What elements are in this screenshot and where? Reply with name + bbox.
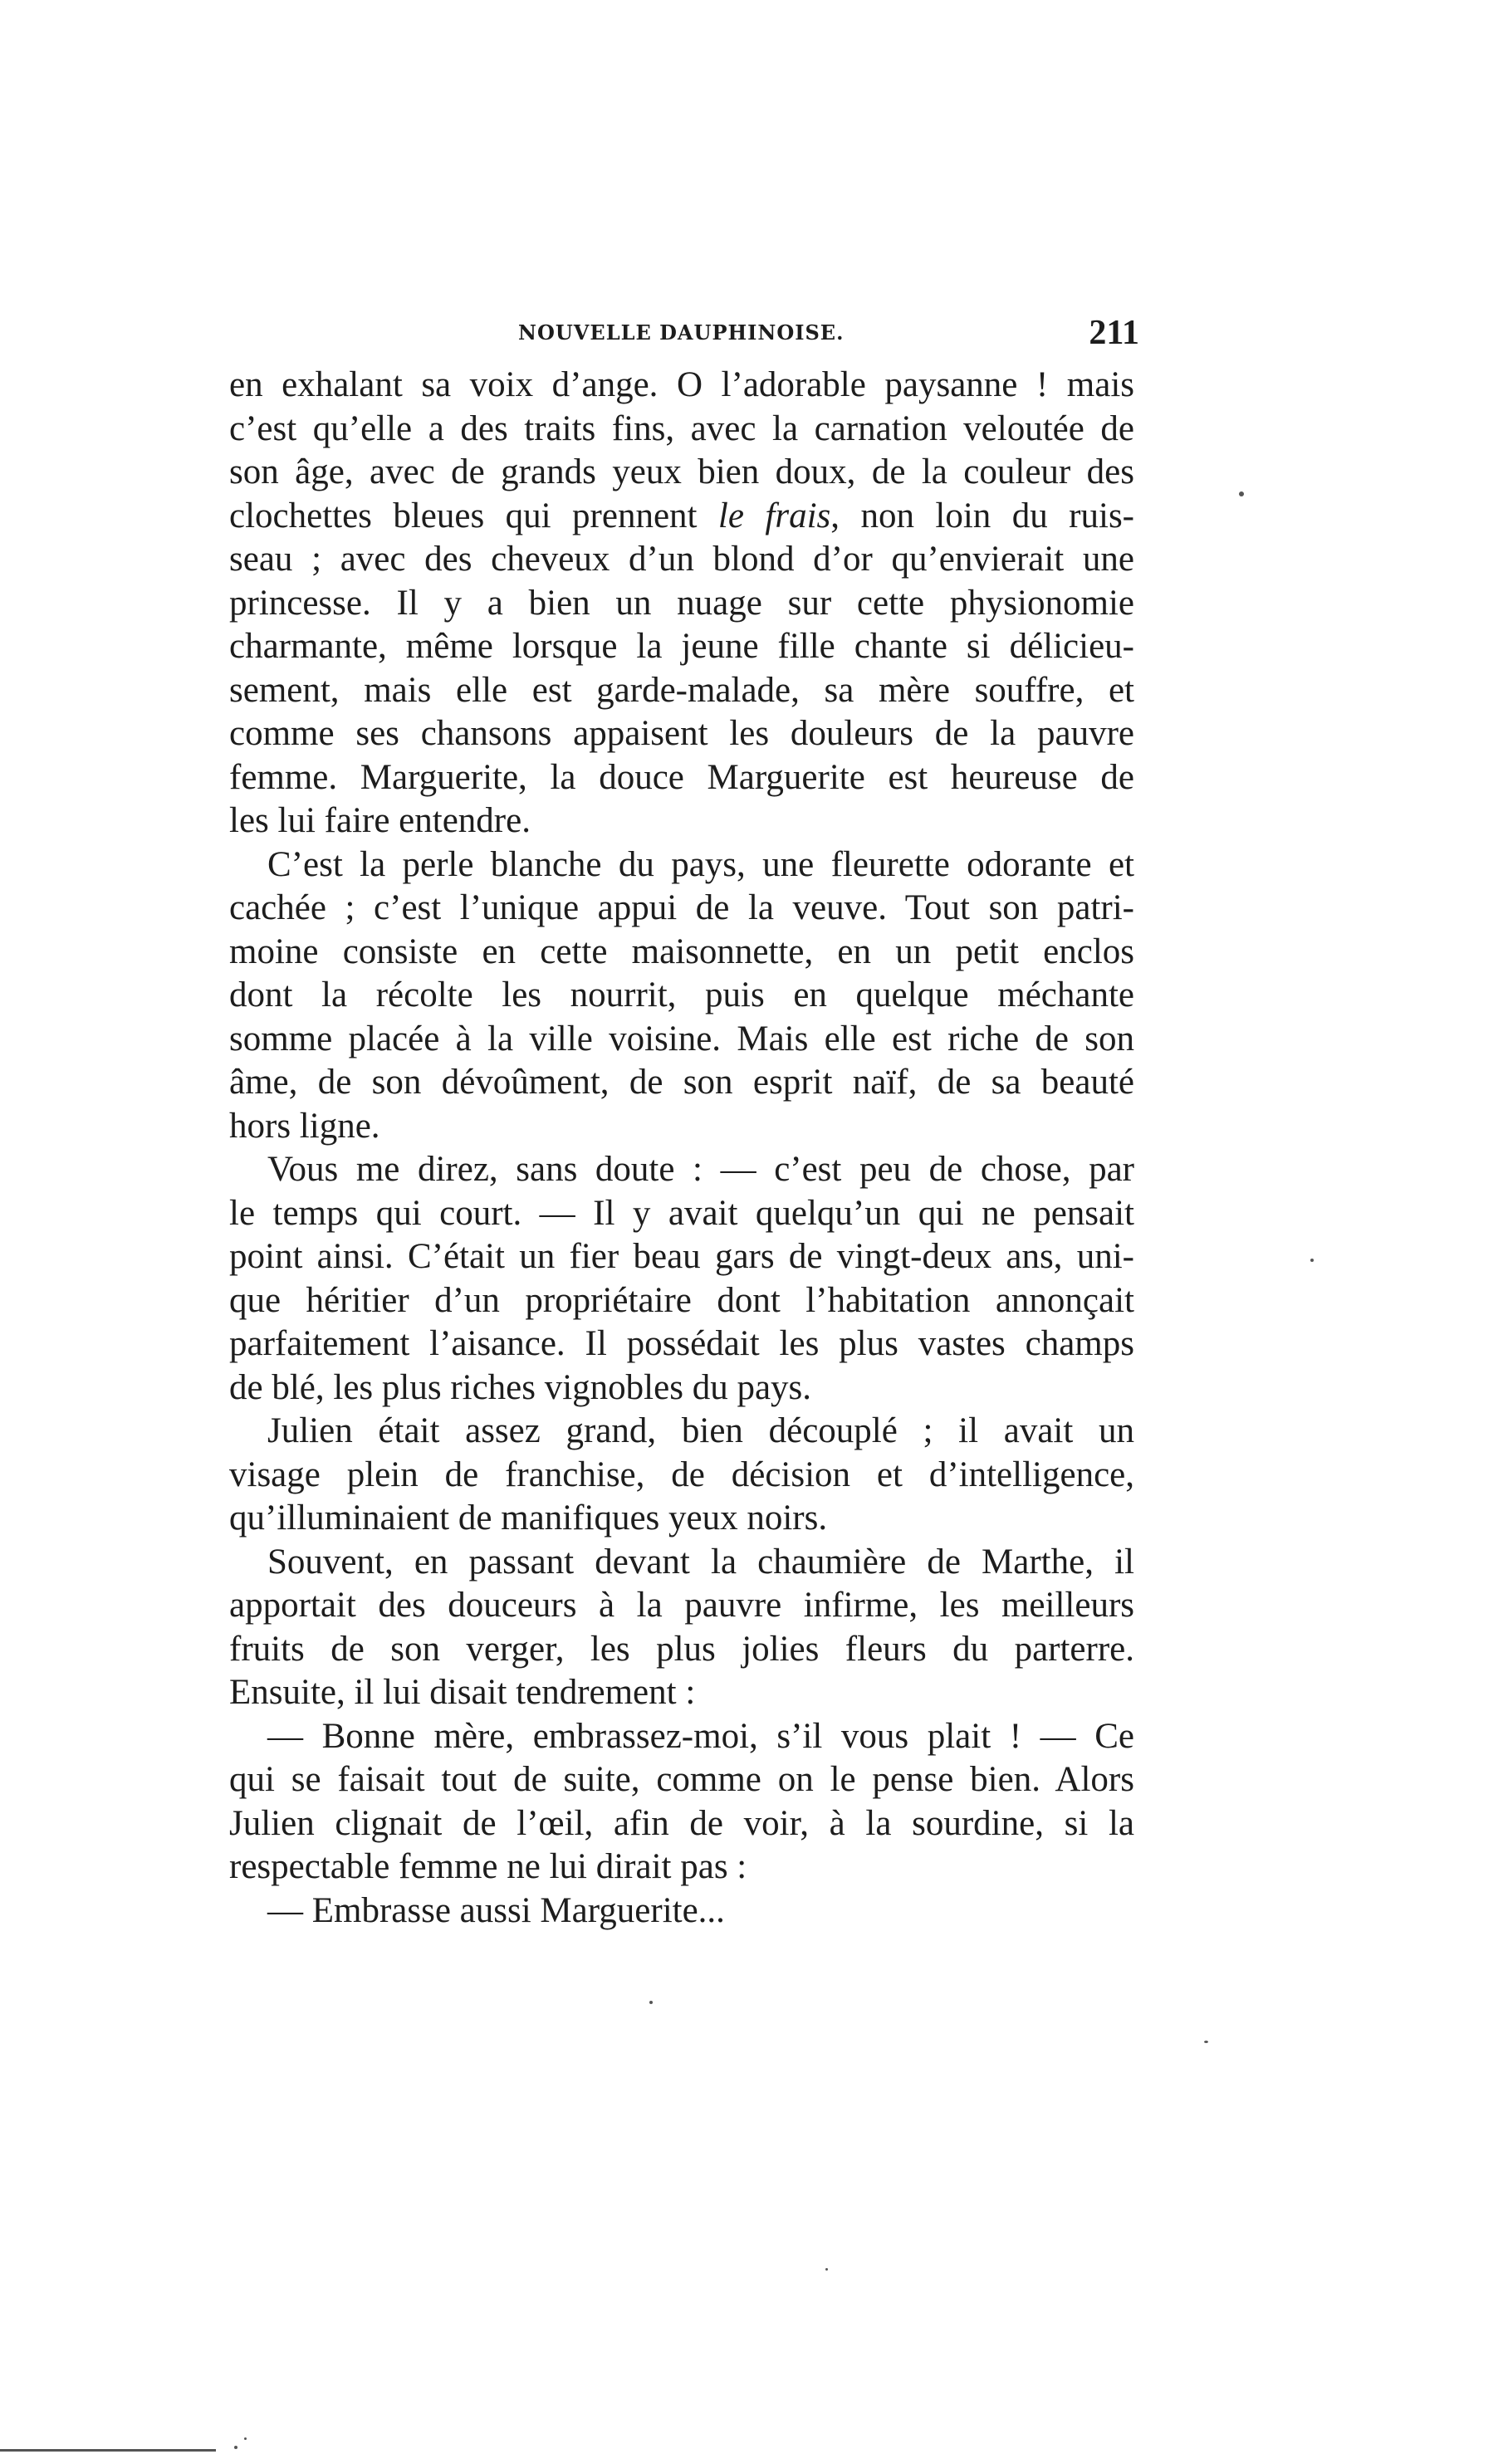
text-line: princesse. Il y a bien un nuage sur cette physionomie [229, 583, 1134, 623]
text-line: visage plein de franchise, de décision et d’intelligence, [229, 1454, 1134, 1494]
italic-emphasis: le frais [717, 496, 831, 535]
page-number: 211 [1089, 314, 1139, 352]
text-line: somme placée à la ville voisine. Mais elle est riche de son [229, 1019, 1134, 1058]
text-line: que héritier d’un propriétaire dont l’habitation annonçait [229, 1280, 1134, 1320]
text-line: Ensuite, il lui disait tendrement : [229, 1673, 696, 1712]
text-line: âme, de son dévoûment, de son esprit naïf, de sa beauté [229, 1063, 1134, 1102]
text-line: Julien clignait de l’œil, afin de voir, à la sourdine, si la [229, 1803, 1134, 1843]
text-line: moine consiste en cette maisonnette, en un petit enclos [229, 931, 1134, 971]
text-line: hors ligne. [229, 1106, 380, 1146]
text-line: dont la récolte les nourrit, puis en quelque méchante [229, 975, 1134, 1014]
text-line: point ainsi. C’était un fier beau gars de vingt-deux ans, uni- [229, 1237, 1134, 1276]
text-line: C’est la perle blanche du pays, une fleurette odorante et [267, 844, 1134, 884]
text-line: respectable femme ne lui dirait pas : [229, 1847, 747, 1886]
text-line: qu’illuminaient de manifiques yeux noirs. [229, 1498, 828, 1538]
scan-speck [649, 2001, 653, 2004]
text-line: le temps qui court. — Il y avait quelqu’un qui ne pensait [229, 1193, 1134, 1233]
text-line: charmante, même lorsque la jeune fille chante si délicieu- [229, 627, 1134, 666]
text-line: comme ses chansons appaisent les douleurs de la pauvre [229, 714, 1134, 753]
scan-speck [1239, 491, 1244, 496]
text-line: cachée ; c’est l’unique appui de la veuve. Tout son patri- [229, 888, 1134, 927]
page-header [226, 309, 1139, 359]
text-line: Vous me direz, sans doute : — c’est peu de chose, par [267, 1150, 1134, 1189]
text-line: clochettes bleues qui prennent le frais, non loin du ruis- [229, 496, 1134, 535]
text-line: fruits de son verger, les plus jolies fleurs du parterre. [229, 1629, 1134, 1669]
text-line: Souvent, en passant devant la chaumière de Marthe, il [267, 1542, 1134, 1582]
text-line: en exhalant sa voix d’ange. O l’adorable paysanne ! mais [229, 365, 1134, 404]
text-line: de blé, les plus riches vignobles du pays. [229, 1367, 812, 1407]
scan-speck [1204, 2041, 1208, 2043]
text-line: — Bonne mère, embrassez-moi, s’il vous plait ! — Ce [267, 1716, 1134, 1756]
scan-speck [234, 2446, 237, 2449]
text-line: qui se faisait tout de suite, comme on le pense bien. Alors [229, 1760, 1134, 1799]
text-line: parfaitement l’aisance. Il possédait les plus vastes champs [229, 1324, 1134, 1363]
text-line: seau ; avec des cheveux d’un blond d’or qu’envierait une [229, 540, 1134, 579]
body-text [229, 364, 1134, 1933]
text-line: apportait des douceurs à la pauvre infirme, les meilleurs [229, 1586, 1134, 1625]
text-line: c’est qu’elle a des traits fins, avec la carnation veloutée de [229, 408, 1134, 448]
running-title: NOUVELLE DAUPHINOISE. [518, 320, 845, 345]
text-line: Julien était assez grand, bien découplé ; il avait un [267, 1411, 1134, 1450]
text-line: — Embrasse aussi Marguerite... [267, 1890, 725, 1930]
text-line: sement, mais elle est garde-malade, sa mère souffre, et [229, 670, 1134, 710]
scan-speck [1310, 1259, 1314, 1262]
text-line: son âge, avec de grands yeux bien doux, de la couleur des [229, 452, 1134, 491]
text-line: les lui faire entendre. [229, 801, 531, 840]
text-line: femme. Marguerite, la douce Marguerite est heureuse de [229, 757, 1134, 797]
scan-speck [244, 2437, 247, 2440]
scan-speck [825, 2268, 828, 2271]
scan-edge-line [0, 2449, 216, 2452]
